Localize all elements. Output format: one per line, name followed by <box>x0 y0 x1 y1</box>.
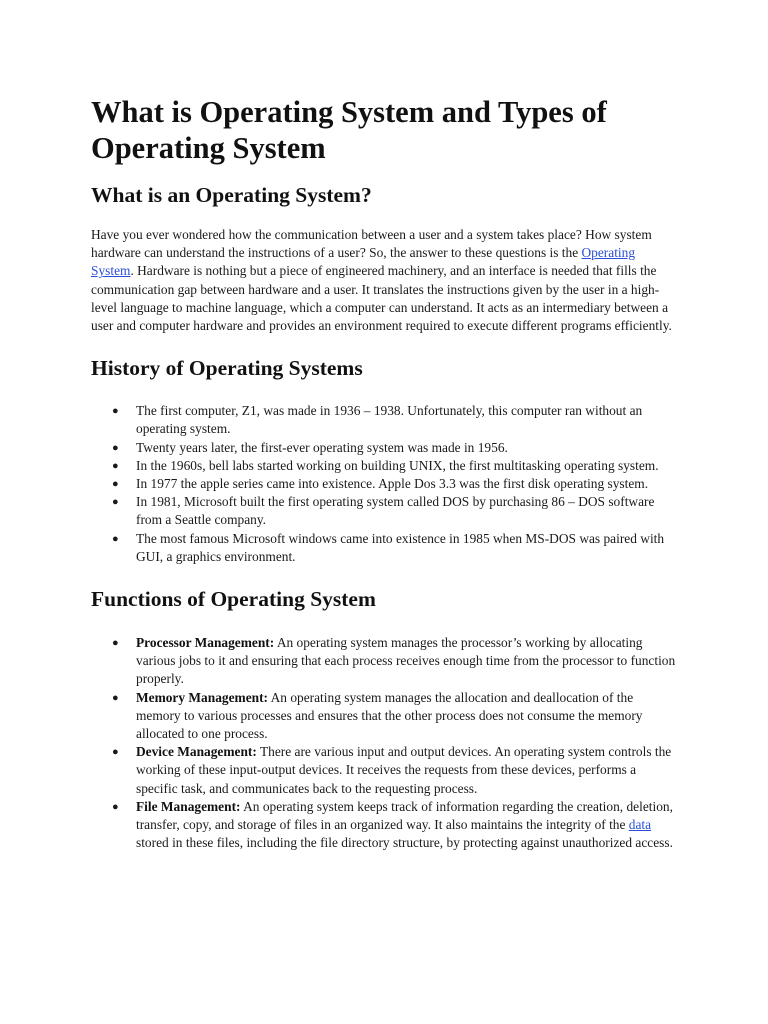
document-page <box>91 94 681 852</box>
function-label: Device Management: <box>136 744 257 760</box>
list-item-file-management: ● File Management: An operating system keeps track of information regarding the creation, deletion, transfer, copy, and storage of files in an organized way. It also maintains the integrity of the data stored in these files, including the file directory structure, by protecting against unauthorized access. <box>112 798 673 851</box>
operating-system-link[interactable]: Operating System <box>91 245 636 279</box>
bullet-icon: ● <box>112 800 119 813</box>
bullet-icon: ● <box>112 637 119 650</box>
intro-paragraph <box>91 226 681 335</box>
list-item-device-management: ● Device Management: There are various input and output devices. An operating system controls the working of these input-output devices. It receives the requests from these devices, performs a specific task, and communicates back to the requesting process. <box>112 744 672 796</box>
bullet-icon: ● <box>112 532 119 545</box>
section-heading-functions: Functions of Operating System <box>91 587 376 612</box>
list-item: ● In 1981, Microsoft built the first operating system called DOS by purchasing 86 – DOS software from a Seattle company. <box>112 494 655 528</box>
section-heading-history: History of Operating Systems <box>91 356 363 381</box>
list-item: ● In the 1960s, bell labs started working on building UNIX, the first multitasking operating system. <box>91 457 681 475</box>
list-item-processor-management: ● Processor Management: An operating system manages the processor’s working by allocating various jobs to it and ensuring that each process receives enough time from the processor to function properly. <box>112 635 676 687</box>
bullet-icon: ● <box>112 405 119 418</box>
list-item-memory-management: ● Memory Management: An operating system manages the allocation and deallocation of the memory to various processes and ensures that the other process does not consume the memory allocated to one process. <box>112 689 643 742</box>
list-item: ● The first computer, Z1, was made in 1936 – 1938. Unfortunately, this computer ran without an operating system. <box>112 403 643 437</box>
functions-list <box>91 634 681 852</box>
bullet-icon: ● <box>112 691 119 704</box>
list-item: ● The most famous Microsoft windows came into existence in 1985 when MS-DOS was paired with GUI, a graphics environment. <box>112 530 665 564</box>
intro-text-after-link: . Hardware is nothing but a piece of engineered machinery, and an interface is needed that fills the communication gap between hardware and a user. It translates the instructions given by the user in a high-level language to machine language, which a computer can understand. It acts as an intermediary between a user and computer hardware and provides an environment required to execute different programs efficiently. <box>91 263 672 334</box>
function-label: Memory Management: <box>136 689 268 705</box>
page-title: What is Operating System and Types of Operating System <box>91 95 607 165</box>
section-heading-intro: What is an Operating System? <box>91 183 372 207</box>
list-item: ● Twenty years later, the first-ever operating system was made in 1956. <box>91 439 681 457</box>
bullet-icon: ● <box>112 496 119 509</box>
data-link[interactable]: data <box>628 817 652 833</box>
bullet-icon: ● <box>112 441 119 454</box>
bullet-icon: ● <box>112 459 119 472</box>
list-item: ● In 1977 the apple series came into existence. Apple Dos 3.3 was the first disk operating system. <box>91 475 681 493</box>
function-label: File Management: <box>136 798 241 814</box>
bullet-icon: ● <box>112 746 119 759</box>
history-list <box>91 402 681 566</box>
bullet-icon: ● <box>112 478 119 491</box>
intro-text-before-link: Have you ever wondered how the communication between a user and a system takes place? How system hardware can understand the instructions of a user? So, the answer to these questions is the <box>91 227 652 261</box>
function-label: Processor Management: <box>136 635 275 651</box>
